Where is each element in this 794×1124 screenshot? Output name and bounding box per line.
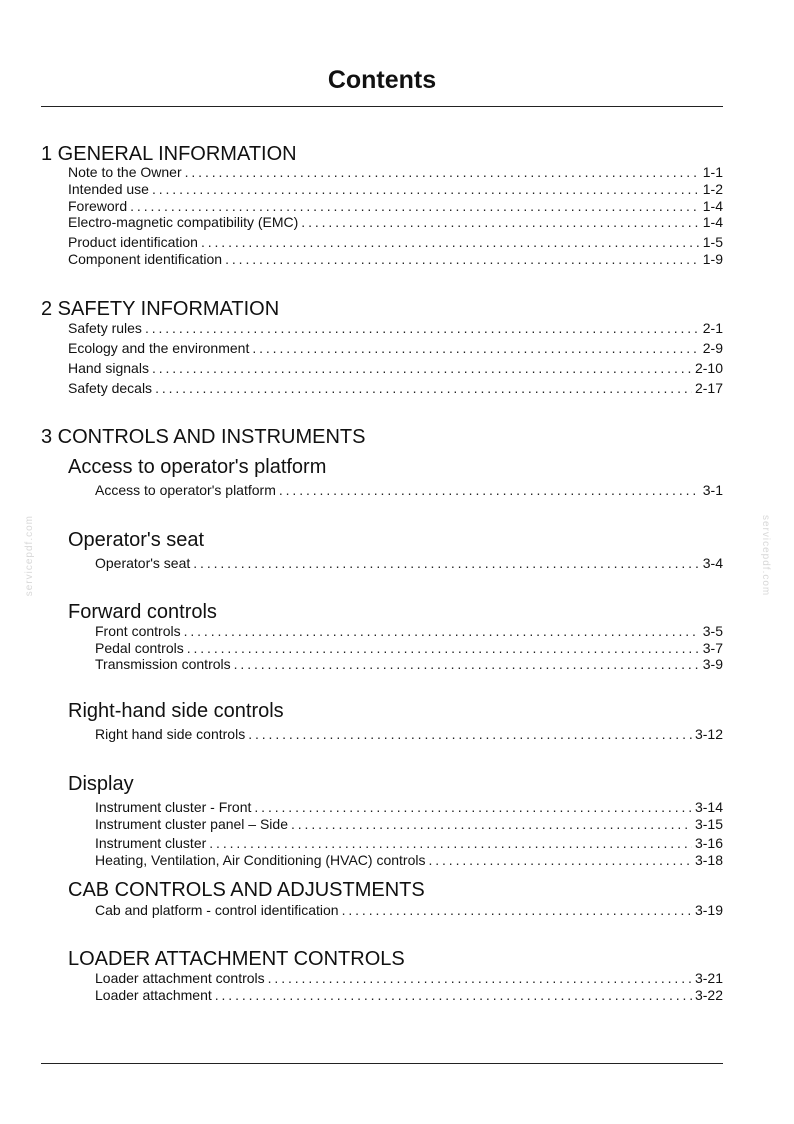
leader-dots [187, 640, 700, 656]
toc-entry-label: Access to operator's platform [95, 482, 276, 498]
toc-entry-page: 1-5 [702, 234, 723, 250]
leader-dots [130, 198, 700, 214]
section-heading-general-information: 1 GENERAL INFORMATION [41, 143, 297, 165]
toc-entry-label: Instrument cluster - Front [95, 799, 252, 815]
page-title: Contents [327, 66, 437, 94]
toc-entry-page: 3-1 [702, 482, 723, 498]
watermark-right: servicepdf.com [760, 515, 771, 597]
toc-entry-page: 3-5 [702, 623, 723, 639]
toc-entry-page: 3-14 [694, 799, 723, 815]
subsection-heading-loader-attachment-controls: LOADER ATTACHMENT CONTROLS [68, 948, 405, 970]
toc-entry[interactable] [95, 656, 723, 672]
toc-entry-label: Intended use [68, 181, 149, 197]
toc-entry[interactable] [68, 198, 723, 214]
leader-dots [152, 181, 700, 197]
toc-entry[interactable] [95, 482, 723, 498]
toc-entry[interactable] [95, 816, 723, 832]
toc-entry[interactable] [68, 320, 723, 336]
toc-entry-page: 2-17 [694, 380, 723, 396]
toc-entry-page: 1-9 [702, 251, 723, 267]
toc-entry-label: Electro-magnetic compatibility (EMC) [68, 214, 299, 230]
toc-entry-label: Loader attachment [95, 987, 212, 1003]
toc-entry-label: Product identification [68, 234, 198, 250]
toc-entry-label: Transmission controls [95, 656, 231, 672]
toc-entry[interactable] [68, 234, 723, 250]
subsection-heading-forward-controls: Forward controls [68, 601, 217, 623]
leader-dots [225, 251, 700, 267]
toc-entry-label: Heating, Ventilation, Air Conditioning (HVAC) controls [95, 852, 426, 868]
leader-dots [252, 340, 699, 356]
toc-entry[interactable] [95, 640, 723, 656]
top-divider [41, 106, 723, 107]
leader-dots [145, 320, 700, 336]
toc-entry[interactable] [95, 835, 723, 851]
toc-entry-page: 2-10 [694, 360, 723, 376]
toc-entry[interactable] [95, 902, 723, 918]
leader-dots [155, 380, 692, 396]
toc-entry-page: 3-4 [702, 555, 723, 571]
subsection-heading-operators-seat: Operator's seat [68, 529, 205, 551]
subsection-heading-right-hand-side-controls: Right-hand side controls [68, 700, 284, 722]
leader-dots [268, 970, 692, 986]
leader-dots [184, 623, 700, 639]
toc-entry-page: 2-9 [702, 340, 723, 356]
toc-entry-page: 3-16 [694, 835, 723, 851]
leader-dots [279, 482, 700, 498]
bottom-divider [41, 1063, 723, 1064]
leader-dots [428, 852, 692, 868]
toc-entry[interactable] [95, 987, 723, 1003]
toc-entry[interactable] [68, 340, 723, 356]
leader-dots [193, 555, 699, 571]
leader-dots [301, 214, 699, 230]
watermark-left: servicepdf.com [24, 515, 35, 597]
toc-entry[interactable] [95, 970, 723, 986]
toc-entry-page: 3-7 [702, 640, 723, 656]
subsection-heading-access: Access to operator's platform [68, 456, 327, 478]
toc-entry[interactable] [95, 799, 723, 815]
leader-dots [342, 902, 692, 918]
toc-entry-page: 2-1 [702, 320, 723, 336]
toc-entry-label: Cab and platform - control identification [95, 902, 339, 918]
section-heading-controls-and-instruments: 3 CONTROLS AND INSTRUMENTS [41, 426, 366, 448]
toc-entry-label: Operator's seat [95, 555, 191, 571]
leader-dots [215, 987, 692, 1003]
leader-dots [185, 164, 700, 180]
toc-entry[interactable] [68, 214, 723, 230]
toc-entry-page: 3-22 [694, 987, 723, 1003]
toc-entry[interactable] [68, 380, 723, 396]
toc-entry[interactable] [68, 164, 723, 180]
toc-entry-page: 3-12 [694, 726, 723, 742]
leader-dots [201, 234, 700, 250]
toc-entry-label: Hand signals [68, 360, 149, 376]
toc-entry-page: 1-1 [702, 164, 723, 180]
toc-entry[interactable] [95, 555, 723, 571]
toc-entry-label: Front controls [95, 623, 181, 639]
toc-entry-label: Instrument cluster [95, 835, 207, 851]
leader-dots [248, 726, 692, 742]
toc-entry-page: 1-4 [702, 214, 723, 230]
toc-entry-page: 3-9 [702, 656, 723, 672]
toc-entry-label: Component identification [68, 251, 223, 267]
leader-dots [291, 816, 692, 832]
toc-entry-label: Safety decals [68, 380, 153, 396]
leader-dots [209, 835, 692, 851]
toc-entry[interactable] [95, 726, 723, 742]
subsection-heading-cab-controls: CAB CONTROLS AND ADJUSTMENTS [68, 879, 425, 901]
toc-entry-label: Note to the Owner [68, 164, 182, 180]
toc-entry[interactable] [68, 181, 723, 197]
toc-entry-label: Right hand side controls [95, 726, 246, 742]
subsection-heading-display: Display [68, 773, 134, 795]
toc-entry-label: Instrument cluster panel – Side [95, 816, 288, 832]
toc-entry[interactable] [95, 623, 723, 639]
leader-dots [254, 799, 692, 815]
toc-entry-label: Pedal controls [95, 640, 184, 656]
toc-entry[interactable] [68, 360, 723, 376]
toc-entry-page: 3-15 [694, 816, 723, 832]
toc-entry-page: 3-18 [694, 852, 723, 868]
leader-dots [234, 656, 700, 672]
toc-entry-label: Safety rules [68, 320, 142, 336]
toc-entry[interactable] [95, 852, 723, 868]
toc-entry-page: 3-19 [694, 902, 723, 918]
toc-entry-page: 1-4 [702, 198, 723, 214]
section-heading-safety-information: 2 SAFETY INFORMATION [41, 298, 280, 320]
toc-entry-page: 1-2 [702, 181, 723, 197]
toc-entry-label: Foreword [68, 198, 128, 214]
toc-entry[interactable] [68, 251, 723, 267]
toc-entry-page: 3-21 [694, 970, 723, 986]
leader-dots [152, 360, 692, 376]
toc-entry-label: Loader attachment controls [95, 970, 265, 986]
toc-entry-label: Ecology and the environment [68, 340, 250, 356]
